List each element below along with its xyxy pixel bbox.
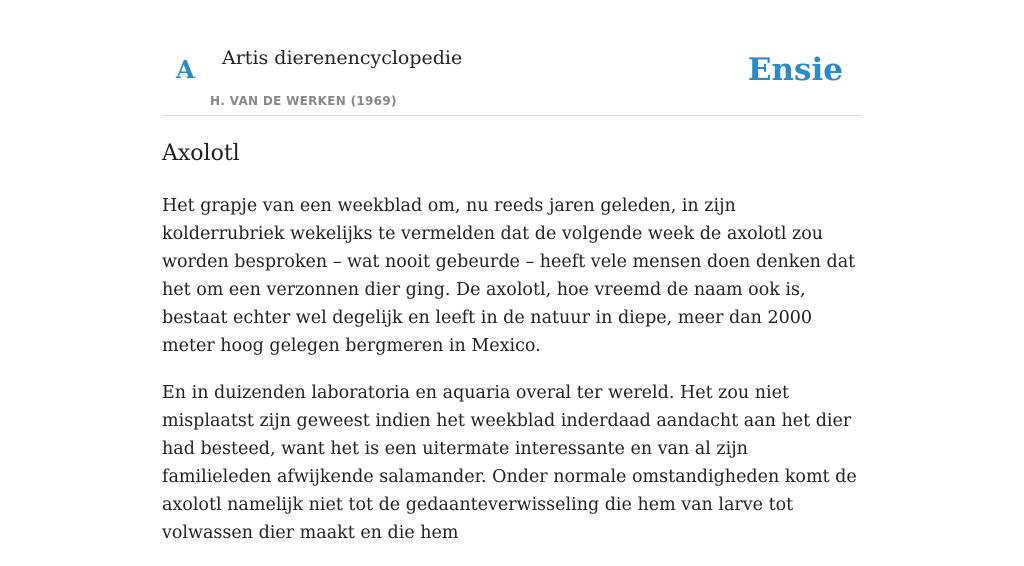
- entry-title: Axolotl: [162, 141, 240, 166]
- letter-index-icon[interactable]: A: [176, 55, 195, 84]
- ensie-logo-link[interactable]: Ensie: [747, 52, 843, 88]
- entry-body: [162, 192, 862, 566]
- entry-paragraph: En in duizenden laboratoria en aquaria overal ter wereld. Het zou niet misplaatst zijn geweest indien het weekblad inderdaad aandacht aan het dier had besteed, want het is een uitermate interessante en van al zijn familieleden afwijkende salamander. Onder normale omstandigheden komt de axolotl namelijk niet tot de gedaanteverwisseling die hem van larve tot volwassen dier maakt en die hem: [162, 383, 857, 543]
- article-page: [162, 0, 862, 543]
- entry-paragraph: Het grapje van een weekblad om, nu reeds jaren geleden, in zijn kolderrubriek wekelijks te vermelden dat de volgende week de axolotl zou worden besproken – wat nooit gebeurde – heeft vele mensen doen denken dat het om een verzonnen dier ging. De axolotl, hoe vreemd de naam ook is, bestaat echter wel degelijk en leeft in de natuur in diepe, meer dan 2000 meter hoog gelegen bergmeren in Mexico.: [162, 196, 856, 356]
- source-title-link[interactable]: Artis dierenencyclopedie: [222, 47, 463, 69]
- source-header: [162, 0, 862, 116]
- source-author: H. VAN DE WERKEN (1969): [210, 94, 397, 108]
